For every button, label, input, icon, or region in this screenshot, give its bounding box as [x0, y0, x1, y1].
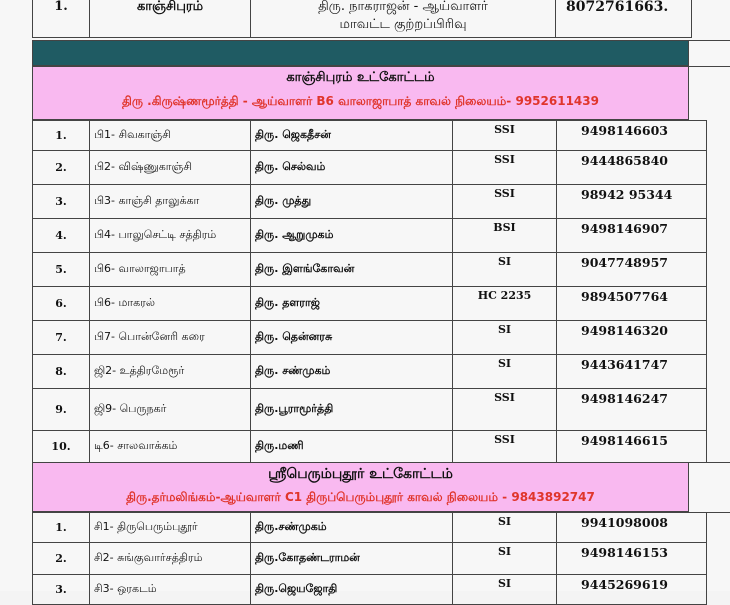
station-name: சி1- திருபெரும்புதூர் [90, 513, 251, 543]
section1-table [32, 120, 707, 463]
phone-number: 9445269619 [557, 575, 707, 605]
officer-name: திரு. ஜெகதீசன் [251, 121, 453, 151]
station-name: பி6- மாகரல் [90, 287, 251, 321]
top-row-officer-line2: மாவட்ட குற்றப்பிரிவு [339, 17, 467, 32]
table-row [33, 253, 707, 287]
row-num: 1. [33, 121, 90, 151]
section2-header [32, 462, 689, 512]
station-name: ஜி9- பெருநகர் [90, 389, 251, 431]
station-name: பி1- சிவகாஞ்சி [90, 121, 251, 151]
row-num: 3. [33, 185, 90, 219]
top-row-phone: 8072761663. [556, 0, 692, 38]
phone-number: 9444865840 [557, 151, 707, 185]
section1-officer: திரு .கிருஷ்ணமூர்த்தி - ஆய்வாளர் B6 வாலாஜாபாத் காவல் நிலையம்- 9952611439 [122, 94, 599, 108]
section1-title: காஞ்சிபுரம் உட்கோட்டம் [286, 70, 435, 85]
officer-name: திரு.பூராமூர்த்தி [251, 389, 453, 431]
right-rule [689, 462, 730, 463]
station-name: சி3- ஒரகடம் [90, 575, 251, 605]
table-row [33, 431, 707, 463]
officer-name: திரு. தளராஜ் [251, 287, 453, 321]
officer-rank: SSI [453, 431, 557, 463]
phone-number: 9498146603 [557, 121, 707, 151]
phone-number: 9498146907 [557, 219, 707, 253]
officer-name: திரு. செல்வம் [251, 151, 453, 185]
table-row [33, 389, 707, 431]
top-row-officer-line1: திரு. நாகராஜன் - ஆய்வாளர் [318, 0, 488, 14]
station-name: டி6- சாலவாக்கம் [90, 431, 251, 463]
table-row [33, 543, 707, 575]
phone-number: 9894507764 [557, 287, 707, 321]
officer-name: திரு. சண்முகம் [251, 355, 453, 389]
right-rule [689, 66, 730, 67]
section1-header [32, 66, 689, 120]
phone-number: 98942 95344 [557, 185, 707, 219]
phone-number: 9443641747 [557, 355, 707, 389]
officer-rank: BSI [453, 219, 557, 253]
officer-name: திரு. முத்து [251, 185, 453, 219]
station-name: பி3- காஞ்சி தாலுக்கா [90, 185, 251, 219]
officer-name: திரு. ஆறுமுகம் [251, 219, 453, 253]
table-row [33, 121, 707, 151]
phone-number: 9047748957 [557, 253, 707, 287]
officer-rank: SI [453, 355, 557, 389]
officer-rank: SI [453, 575, 557, 605]
table-row [33, 151, 707, 185]
phone-number: 9941098008 [557, 513, 707, 543]
section-divider [32, 40, 689, 66]
officer-name: திரு.ஜெயஜோதி [251, 575, 453, 605]
row-num: 4. [33, 219, 90, 253]
table-row [33, 287, 707, 321]
table-row [33, 575, 707, 605]
officer-rank: SSI [453, 389, 557, 431]
right-rule [689, 512, 730, 513]
table-row [33, 219, 707, 253]
top-row-table [32, 0, 692, 38]
table-row [33, 185, 707, 219]
row-num: 6. [33, 287, 90, 321]
section2-officer: திரு.தர்மலிங்கம்-ஆய்வாளர் C1 திருப்பெரும்புதூர் காவல் நிலையம் - 9843892747 [126, 490, 595, 504]
phone-number: 9498146153 [557, 543, 707, 575]
row-num: 5. [33, 253, 90, 287]
officer-rank: SI [453, 321, 557, 355]
officer-rank: HC 2235 [453, 287, 557, 321]
row-num: 2. [33, 151, 90, 185]
officer-rank: SI [453, 253, 557, 287]
top-row-district: காஞ்சிபுரம் [90, 0, 251, 38]
row-num: 10. [33, 431, 90, 463]
station-name: பி4- பாலுசெட்டி சத்திரம் [90, 219, 251, 253]
row-num: 2. [33, 543, 90, 575]
phone-number: 9498146320 [557, 321, 707, 355]
station-name: பி7- பொன்னேரி கரை [90, 321, 251, 355]
row-num: 3. [33, 575, 90, 605]
row-num: 8. [33, 355, 90, 389]
phone-number: 9498146247 [557, 389, 707, 431]
top-row-officer [251, 0, 556, 38]
station-name: பி2- விஷ்ணுகாஞ்சி [90, 151, 251, 185]
table-row [33, 513, 707, 543]
top-row-num: 1. [33, 0, 90, 38]
table-row [33, 321, 707, 355]
station-name: பி6- வாலாஜாபாத் [90, 253, 251, 287]
officer-rank: SSI [453, 151, 557, 185]
officer-name: திரு.கோதண்டராமன் [251, 543, 453, 575]
table-row [33, 355, 707, 389]
officer-name: திரு. இளங்கோவன் [251, 253, 453, 287]
section2-title: ஸ்ரீபெரும்புதூர் உட்கோட்டம் [268, 466, 453, 482]
row-num: 1. [33, 513, 90, 543]
right-rule [689, 40, 730, 41]
officer-rank: SSI [453, 121, 557, 151]
officer-rank: SI [453, 513, 557, 543]
officer-name: திரு.சண்முகம் [251, 513, 453, 543]
officer-rank: SSI [453, 185, 557, 219]
section2-table [32, 512, 707, 605]
station-name: ஜி2- உத்திரமேரூர் [90, 355, 251, 389]
row-num: 7. [33, 321, 90, 355]
officer-name: திரு.மணி [251, 431, 453, 463]
row-num: 9. [33, 389, 90, 431]
officer-rank: SI [453, 543, 557, 575]
station-name: சி2- சுங்குவார்சத்திரம் [90, 543, 251, 575]
phone-number: 9498146615 [557, 431, 707, 463]
officer-name: திரு. தென்னரசு [251, 321, 453, 355]
